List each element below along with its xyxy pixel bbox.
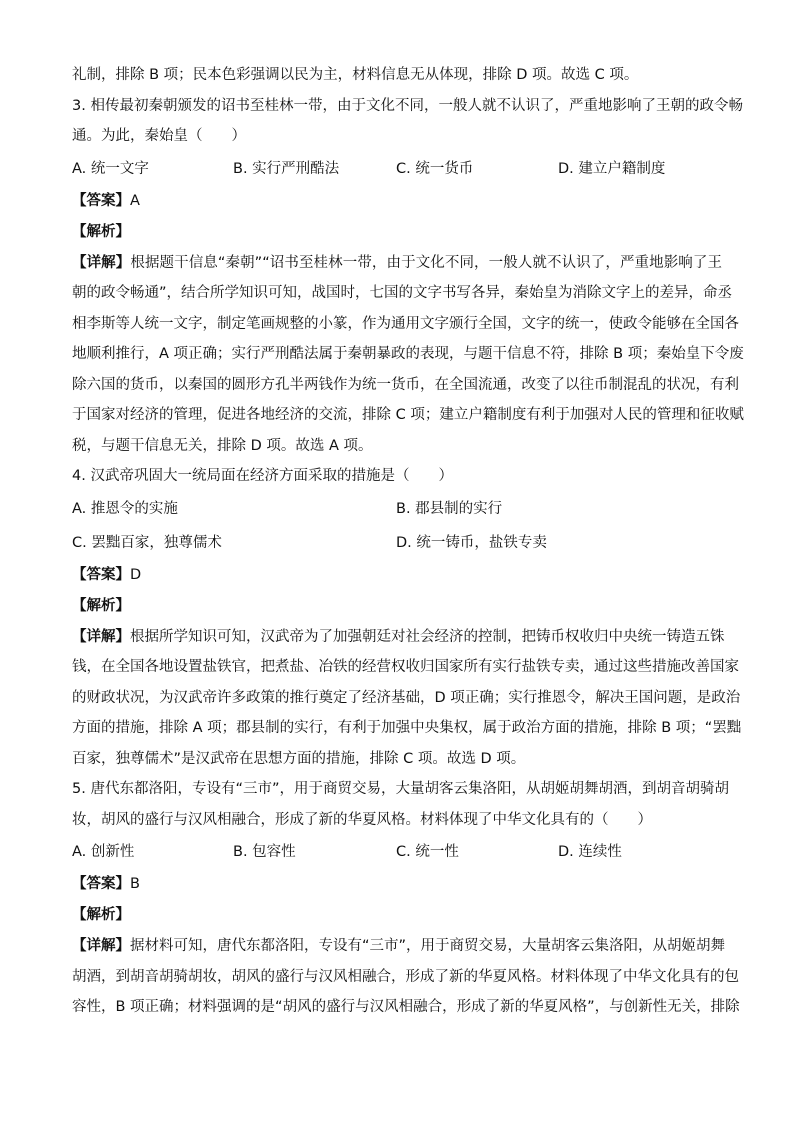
q2-explanation-tail: 礼制，排除 B 项；民本色彩强调以民为主，材料信息无从体现，排除 D 项。故选 C 项。	[72, 67, 639, 83]
q3-detail-line-5: 除六国的货币，以秦国的圆形方孔半两钱作为统一货币，在全国流通，改变了以往币制混乱的状况，有利	[72, 376, 739, 393]
q4-detail-line-2: 钱，在全国各地设置盐铁官，把煮盐、冶铁的经营权收归国家所有实行盐铁专卖，通过这些措施改善国家	[72, 659, 739, 675]
q4-option-c: C. 罢黜百家，独尊儒术	[72, 534, 222, 551]
q5-answer-label: 【答案】	[72, 876, 130, 892]
q5-stem-line-1: 5. 唐代东都洛阳，专设有“三市”，用于商贸交易，大量胡客云集洛阳，从胡姬胡舞胡酒，到胡音胡骑胡	[72, 781, 729, 797]
q5-detail-label: 【详解】	[72, 938, 130, 954]
q3-answer	[72, 186, 722, 217]
q3-answer-value: A	[130, 192, 140, 209]
q4-option-b: B. 郡县制的实行	[396, 500, 503, 517]
q5-detail-line-1	[72, 931, 726, 962]
q4-detail-line-1	[72, 622, 725, 653]
q4-detail-line-5: 百家，独尊儒术”是汉武帝在思想方面的措施，排除 C 项。故选 D 项。	[72, 750, 526, 767]
q3-detail-line-4: 地顺利推行，A 项正确；实行严刑酷法属于秦朝暴政的表现，与题干信息不符，排除 B 项；秦始皇下令废	[72, 346, 744, 362]
q5-detail-line-3: 容性，B 项正确；材料强调的是“胡风的盛行与汉风相融合，形成了新的华夏风格”，与创新性无关，排除	[72, 999, 740, 1015]
q5-option-a: A. 创新性	[72, 844, 135, 860]
q3-detail-line-7: 税，与题干信息无关，排除 D 项。故选 A 项。	[72, 437, 373, 454]
q3-detail-line-6: 于国家对经济的管理，促进各地经济的交流，排除 C 项；建立户籍制度有利于加强对人民的管理和征收赋	[72, 407, 744, 423]
q4-detail-line-4: 方面的措施，排除 A 项；郡县制的实行，有利于加强中央集权，属于政治方面的措施，排除 B 项；“罢黜	[72, 720, 742, 736]
q4-answer	[72, 560, 722, 591]
q4-detail-label: 【详解】	[72, 628, 130, 645]
q5-option-c: C. 统一性	[396, 844, 459, 860]
q4-answer-label: 【答案】	[72, 566, 130, 583]
q3-options	[72, 152, 722, 186]
q4-analysis-label: 【解析】	[72, 597, 130, 614]
q3-stem-line-2: 通。为此，秦始皇（ ）	[72, 128, 246, 144]
document-page	[72, 60, 744, 1023]
q5-answer-value: B	[130, 876, 140, 892]
q4-options-row-2	[72, 526, 722, 560]
q5-option-d: D. 连续性	[558, 844, 622, 860]
q5-detail-line-2: 胡酒，到胡音胡骑胡妆，胡风的盛行与汉风相融合，形成了新的华夏风格。材料体现了中华文化具有的包	[72, 968, 739, 985]
q4-stem-line-1: 4. 汉武帝巩固大一统局面在经济方面采取的措施是（ ）	[72, 468, 453, 484]
q5-answer	[72, 869, 722, 900]
q5-stem-line-2: 妆，胡风的盛行与汉风相融合，形成了新的华夏风格。材料体现了中华文化具有的（ ）	[72, 811, 652, 828]
q3-detail-text-1: 根据题干信息“秦朝”“诏书至桂林一带，由于文化不同，一般人就不认识了，严重地影响了王	[130, 254, 722, 271]
q5-options	[72, 835, 722, 869]
q3-detail-line-2: 朝的政令畅通”，结合所学知识可知，战国时，七国的文字书写各异，秦始皇为消除文字上的差异，命丞	[72, 285, 733, 301]
q4-options-row-1	[72, 492, 722, 526]
q4-answer-value: D	[130, 566, 142, 583]
q3-option-c: C. 统一货币	[396, 160, 474, 177]
q3-detail-line-3: 相李斯等人统一文字，制定笔画规整的小篆，作为通用文字颁行全国，文字的统一，使政令能够在全国各	[72, 315, 739, 332]
q4-detail-text-1: 根据所学知识可知，汉武帝为了加强朝廷对社会经济的控制，把铸币权收归中央统一铸造五铢	[130, 628, 725, 645]
q3-option-d: D. 建立户籍制度	[558, 160, 666, 177]
q3-analysis-label: 【解析】	[72, 223, 130, 240]
q4-option-a: A. 推恩令的实施	[72, 500, 178, 517]
q3-stem-line-1: 3. 相传最初秦朝颁发的诏书至桂林一带，由于文化不同，一般人就不认识了，严重地影响了王朝的政令畅	[72, 97, 743, 114]
q5-detail-text-1: 据材料可知，唐代东都洛阳，专设有“三市”，用于商贸交易，大量胡客云集洛阳，从胡姬胡舞	[130, 938, 726, 954]
q3-option-a: A. 统一文字	[72, 160, 149, 177]
q3-detail-line-1	[72, 248, 722, 279]
q4-option-d: D. 统一铸币，盐铁专卖	[396, 534, 547, 551]
q4-detail-line-3: 的财政状况，为汉武帝许多政策的推行奠定了经济基础，D 项正确；实行推恩令，解决王国问题，是政治	[72, 689, 741, 706]
q3-detail-label: 【详解】	[72, 254, 131, 271]
q5-analysis-label: 【解析】	[72, 907, 130, 923]
q3-answer-label: 【答案】	[72, 192, 130, 209]
q5-option-b: B. 包容性	[233, 844, 296, 860]
q3-option-b: B. 实行严刑酷法	[233, 160, 340, 177]
